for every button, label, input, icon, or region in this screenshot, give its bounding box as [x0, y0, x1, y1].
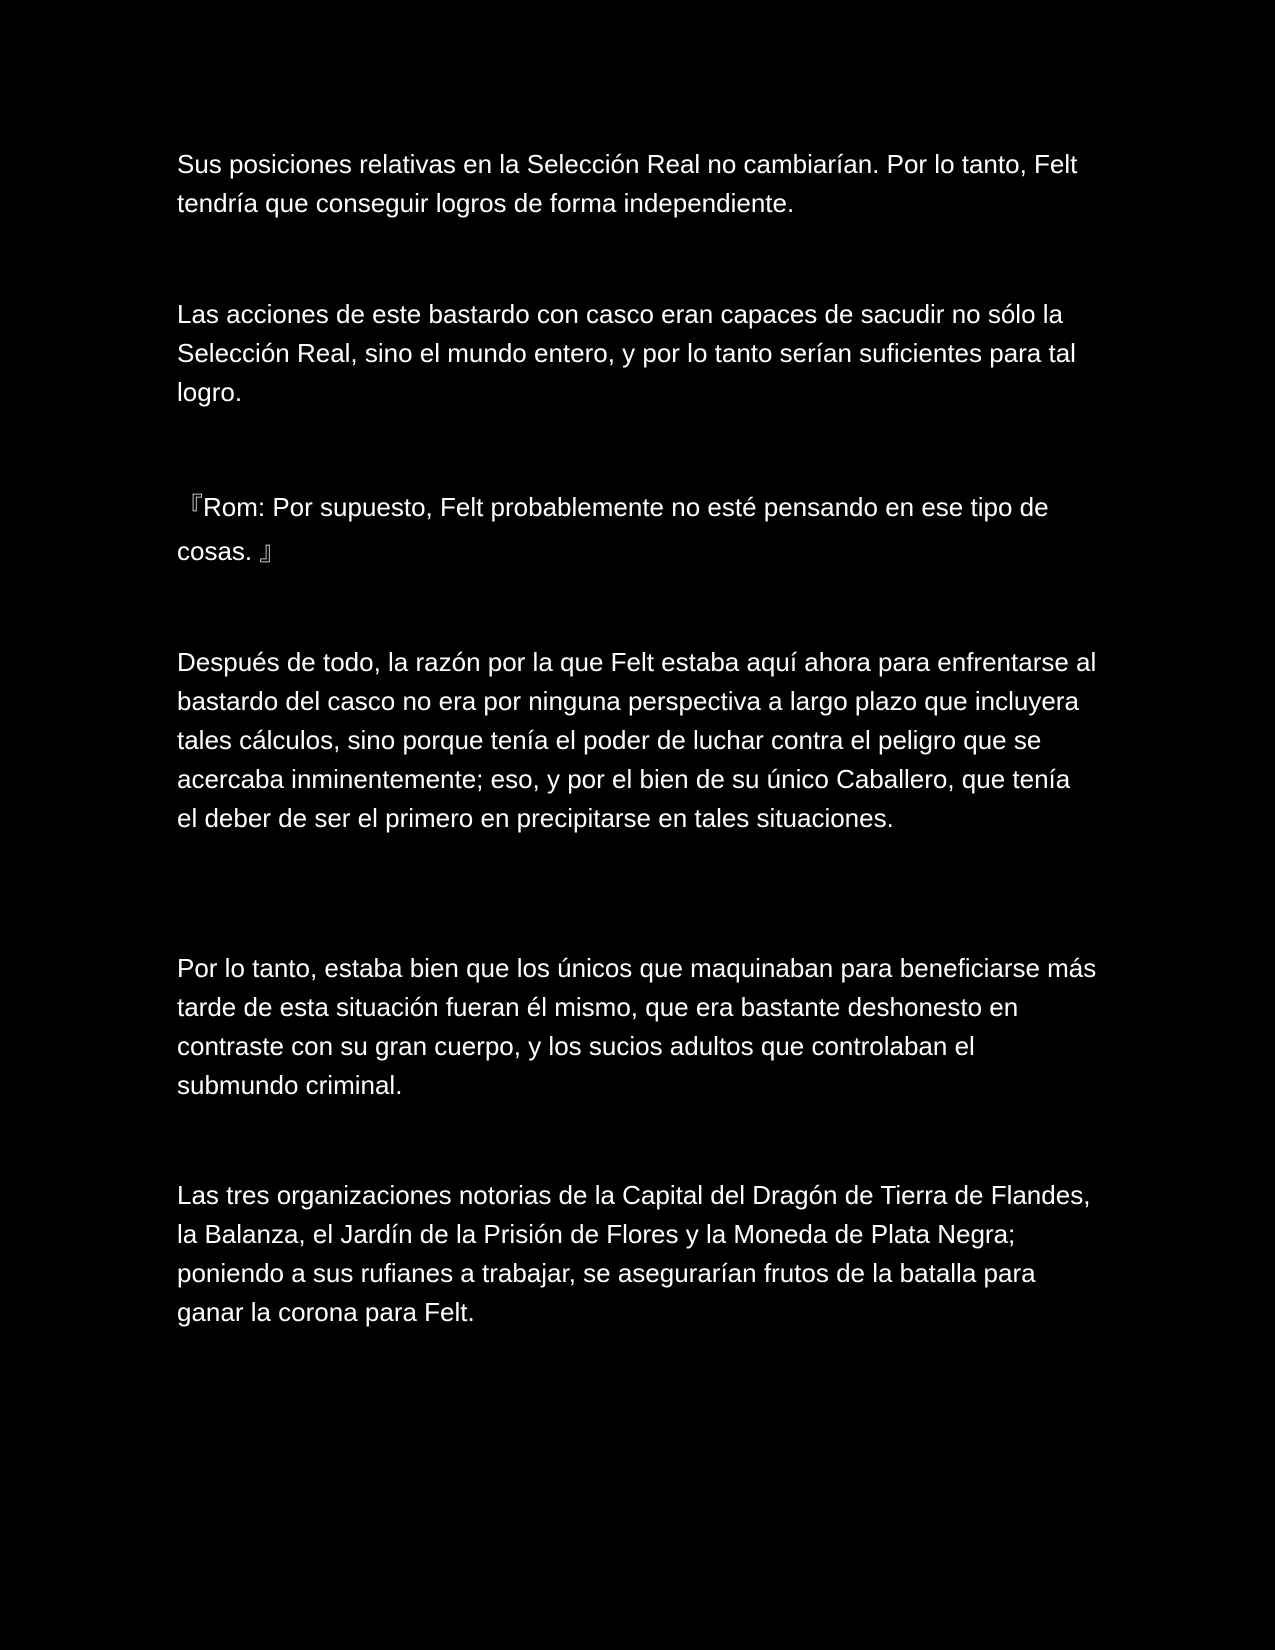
- paragraph-2: Las acciones de este bastardo con casco eran capaces de sacudir no sólo la Selección Real, sino el mundo entero, y por lo tanto serían suficientes para tal logro.: [177, 299, 1076, 407]
- paragraph-6: Las tres organizaciones notorias de la Capital del Dragón de Tierra de Flandes, la Balanza, el Jardín de la Prisión de Flores y la Moneda de Plata Negra; poniendo a sus rufianes a trabajar, se asegurarían frutos de la batalla para ganar la corona para Felt.: [177, 1180, 1091, 1327]
- paragraph-4: Después de todo, la razón por la que Felt estaba aquí ahora para enfrentarse al bastardo del casco no era por ninguna perspectiva a largo plazo que incluyera tales cálculos, sino porque tenía el poder de luchar contra el peligro que se acercaba inminentemente; eso, y por el bien de su único Caballero, que tenía el deber de ser el primero en precipitarse en tales situaciones.: [177, 647, 1097, 833]
- paragraph-5: Por lo tanto, estaba bien que los únicos que maquinaban para beneficiarse más tarde de esta situación fueran él mismo, que era bastante deshonesto en contraste con su gran cuerpo, y los sucios adultos que controlaban el submundo criminal.: [177, 953, 1097, 1100]
- dialogue-paragraph: 『Rom: Por supuesto, Felt probablemente no esté pensando en ese tipo de cosas. 』: [177, 492, 1049, 566]
- paragraph-1: Sus posiciones relativas en la Selección Real no cambiarían. Por lo tanto, Felt tendría que conseguir logros de forma independiente.: [177, 149, 1078, 218]
